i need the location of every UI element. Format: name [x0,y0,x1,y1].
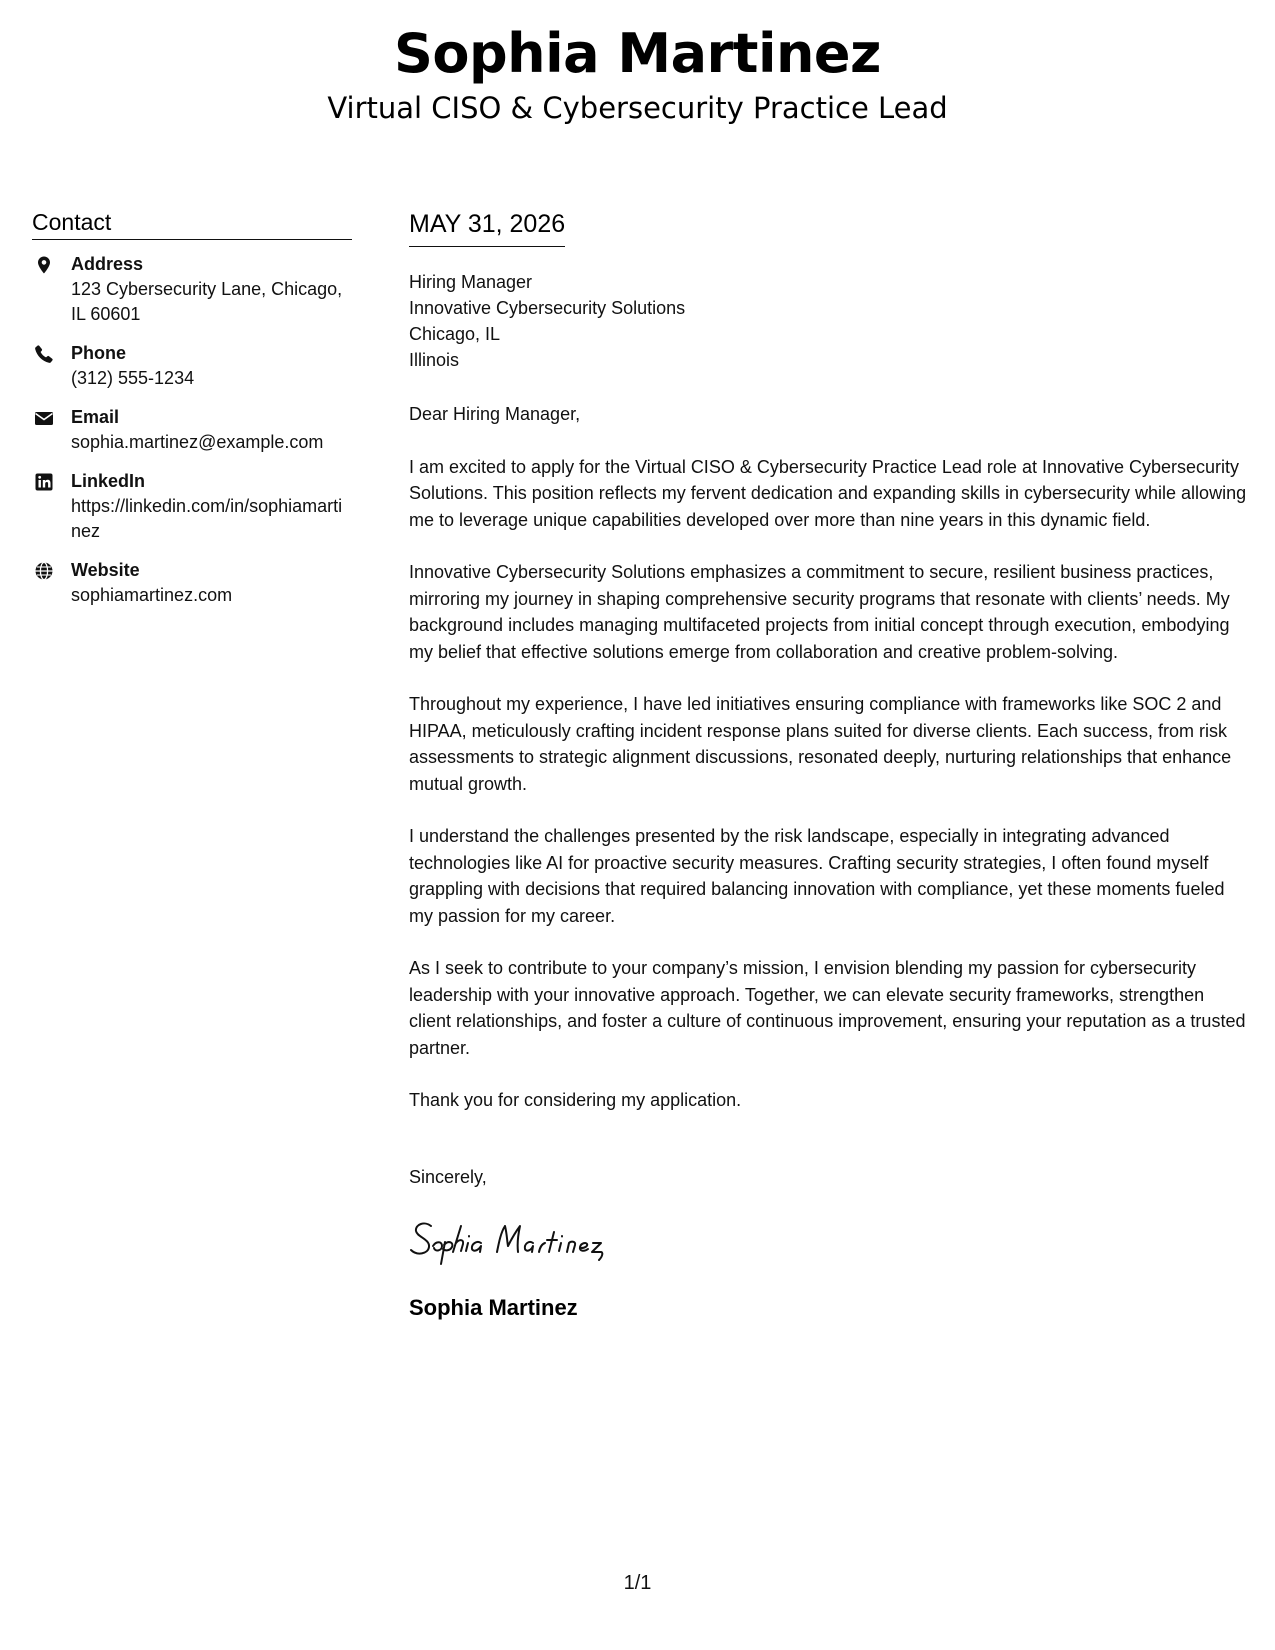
website-value: sophiamartinez.com [71,585,233,605]
letter-paragraph: As I seek to contribute to your company’s mission, I envision blending my passion for cybersecurity leadership with your innovative approach. Together, we can elevate security frameworks, strengthen client relationships, and foster a culture of continuous improvement, ensuring your reputation as a trusted partner. [409,958,1246,1058]
applicant-title: Virtual CISO & Cybersecurity Practice Lead [327,91,948,125]
letter-paragraph: I am excited to apply for the Virtual CISO & Cybersecurity Practice Lead role at Innovative Cybersecurity Solutions. This position reflects my fervent dedication and expanding skills in cybersecurity while allowing me to leverage unique capabilities developed over more than nine years in this dynamic field. [409,456,1247,530]
address-label: Address [71,254,144,274]
letter-paragraph: Thank you for considering my application. [409,1090,742,1110]
document-header [0,22,1275,126]
letter-paragraph: Innovative Cybersecurity Solutions emphasizes a commitment to secure, resilient business practices, mirroring my journey in shaping comprehensive security programs that resonate with clients’ needs. My background includes managing multifaceted projects from initial concept through execution, embodying my belief that effective solutions emerge from collaboration and creative problem-solving. [409,562,1230,662]
letter-paragraph: Throughout my experience, I have led initiatives ensuring compliance with frameworks like SOC 2 and HIPAA, meticulously crafting incident response plans suited for diverse clients. Each success, from risk assessments to strategic alignment discussions, resonated deeply, nurturing relationships that enhance mutual growth. [409,694,1232,794]
contact-website [32,558,352,608]
salutation: Dear Hiring Manager, [409,404,581,424]
map-pin-icon [34,255,54,275]
contact-heading: Contact [32,208,352,240]
signer-name: Sophia Martinez [409,1294,578,1320]
linkedin-icon [34,472,54,492]
recipient-block [409,269,1249,373]
recipient-line: Hiring Manager [409,272,533,292]
globe-icon [34,561,54,581]
contact-linkedin [32,469,352,544]
envelope-icon [34,408,54,428]
contact-phone [32,341,352,391]
contact-email [32,405,352,455]
letter-paragraph: I understand the challenges presented by the risk landscape, especially in integrating advanced technologies like AI for proactive security measures. Crafting security strategies, I often found myself grappling with decisions that required balancing innovation with compliance, yet these moments fueled my passion for my career. [409,826,1225,926]
letter-body-section [409,208,1249,1322]
email-value: sophia.martinez@example.com [71,432,324,452]
linkedin-value: https://linkedin.com/in/sophiamartinez [71,496,343,541]
contact-sidebar [32,208,352,622]
recipient-line: Innovative Cybersecurity Solutions [409,298,686,318]
phone-label: Phone [71,343,127,363]
address-value: 123 Cybersecurity Lane, Chicago, IL 60601 [71,279,343,324]
recipient-line: Chicago, IL [409,324,501,344]
email-label: Email [71,407,120,427]
linkedin-label: LinkedIn [71,471,146,491]
page-number: 1/1 [623,1572,652,1594]
contact-list [32,252,352,608]
contact-address [32,252,352,327]
handwritten-signature [409,1212,669,1272]
closing: Sincerely, [409,1166,487,1187]
phone-value: (312) 555-1234 [71,368,195,388]
website-label: Website [71,560,140,580]
letter-date: MAY 31, 2026 [409,208,565,247]
applicant-name: Sophia Martinez [394,22,881,85]
recipient-line: Illinois [409,350,460,370]
phone-icon [34,344,54,364]
letter-text [409,401,1249,1114]
